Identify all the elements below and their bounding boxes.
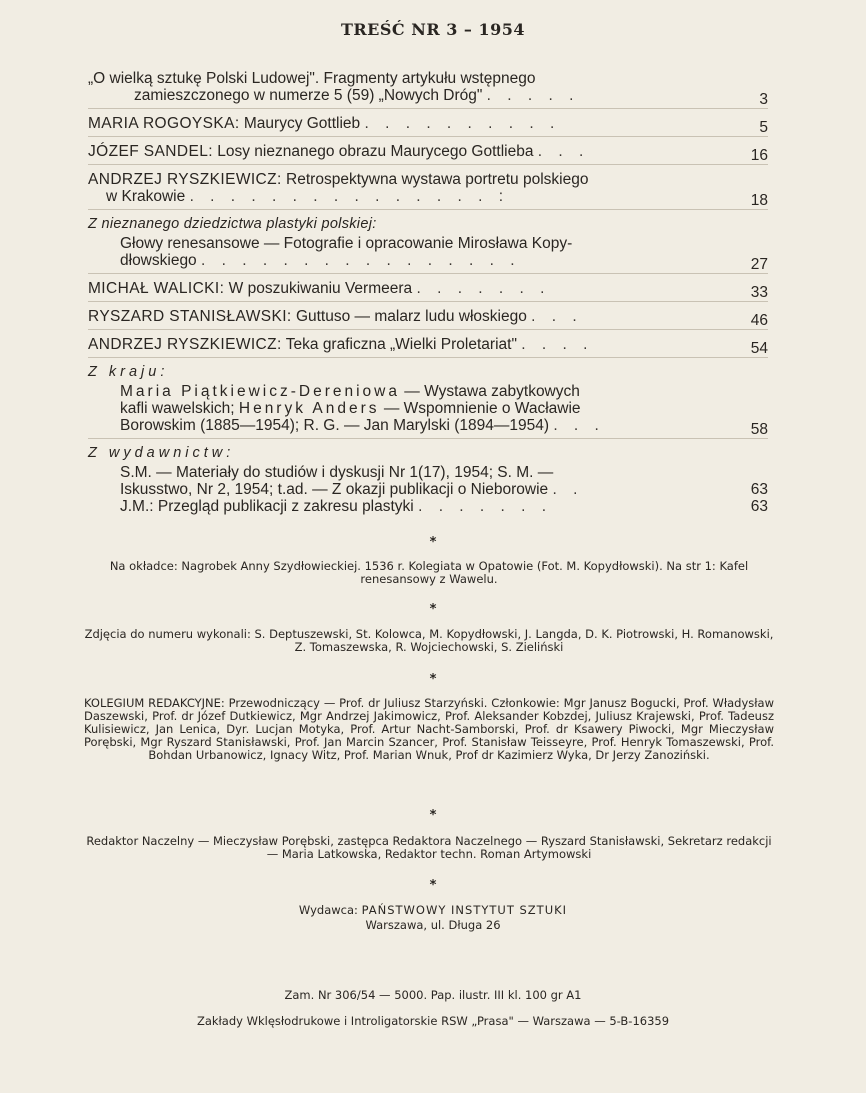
section-label: Z wydawnictw: [88,445,235,461]
page-number: 27 [750,256,768,273]
entry-text: — Wspomnienie o Wacławie [383,400,581,417]
entry-text: w Krakowie [106,188,186,205]
editors-note: Redaktor Naczelny — Mieczysław Porębski, zastępca Redaktora Naczelnego — Ryszard Stanisławski, Sekretarz redakcji — Maria Latkowska, Redaktor techn. Roman Artymowski [86,834,772,861]
leader-dots: . . [552,481,584,498]
separator-star: * [429,808,437,823]
toc-entry [88,308,768,330]
leader-dots: . . . [553,417,605,434]
toc-entry [88,280,768,302]
entry-author: ANDRZEJ RYSZKIEWICZ: [88,171,282,188]
entry-title: Maurycy Gottlieb [243,115,361,132]
entry-title: Teka graficzna „Wielki Proletariat" [285,336,517,353]
entry-text: — Wystawa zabytkowych [404,383,580,400]
publisher-name: PAŃSTWOWY INSTYTUT SZTUKI [361,903,568,917]
toc-entry [88,336,768,358]
toc-entry [88,445,768,515]
entry-author: Maria Piątkiewicz-Dereniowa [120,383,400,400]
entry-title: W poszukiwaniu Vermeera [228,280,413,297]
separator-star: * [429,535,437,550]
entry-text: S.M. — Materiały do studiów i dyskusji Nr 1(17), 1954; S. M. — [120,464,554,481]
entry-title: Losy nieznanego obrazu Maurycego Gottlieba [217,143,534,160]
separator-star: * [429,878,437,893]
entry-author: Henryk Anders [238,400,380,417]
toc-entry [88,216,768,274]
entry-author: JÓZEF SANDEL: [88,143,213,160]
page-number: 18 [750,192,768,209]
toc-entry [88,70,768,109]
page-number: 16 [750,147,768,164]
editorial-board: KOLEGIUM REDAKCYJNE: Przewodniczący — Prof. dr Juliusz Starzyński. Członkowie: Mgr Janusz Bogucki, Prof. Władysław Daszewski, Prof. dr Józef Dutkiewicz, Mgr Andrzej Jakimowicz, Prof. Aleksander Kobzdej, Juliusz Krajewski, Prof. Tadeusz Kulisiewicz, Jan Lenica, Dyr. Lucjan Motyka, Prof. Artur Nacht-Samborski, Prof. dr Ksawery Piwocki, Mgr Mieczysław Porębski, Mgr Ryszard Stanisławski, Prof. Jan Marcin Szancer, Prof. Stanisław Teisseyre, Prof. Henryk Tomaszewski, Prof. Bohdan Urbanowicz, Ignacy Witz, Prof. Marian Wnuk, Prof dr Kazimierz Wyka, Dr Jerzy Zanoziński. [84,696,774,762]
toc-entry [88,143,768,165]
leader-dots: . . . . . . . . . . [364,115,561,132]
entry-author: RYSZARD STANISŁAWSKI: [88,308,292,325]
entry-title: Retrospektywna wystawa portretu polskiego [286,171,589,188]
section-label: Z nieznanego dziedzictwa plastyki polskiej: [88,216,377,232]
page-number: 63 [750,498,768,515]
entry-text: dłowskiego [120,252,197,269]
entry-author: MARIA ROGOYSKA: [88,115,240,132]
page-number: 46 [750,312,768,329]
page-number: 63 [750,481,768,498]
entry-text: Borowskim (1885—1954); R. G. — Jan Marylski (1894—1954) [120,417,549,434]
leader-dots: . . . . . . . [416,280,551,297]
leader-dots: . . . . [521,336,594,353]
toc-entry [88,171,768,210]
toc-entry [88,364,768,439]
leader-dots: . . . . . [486,87,580,104]
page-number: 58 [750,421,768,438]
printer-imprint: Zakłady Wklęsłodrukowe i Introligatorskie RSW „Prasa" — Warszawa — 5-B-16359 [196,1014,670,1028]
photos-credit: Zdjęcia do numeru wykonali: S. Deptuszewski, St. Kolowca, M. Kopydłowski, J. Langda, D. K. Piotrowski, H. Romanowski, Z. Tomaszewska, R. Wojciechowski, S. Zieliński [84,627,774,654]
entry-text: Iskusstwo, Nr 2, 1954; t.ad. — Z okazji publikacji o Nieborowie [120,481,549,498]
leader-dots: . . . . . . . . . . . . . . . . [201,252,521,269]
leader-dots: . . . [537,143,590,160]
leader-dots: . . . [531,308,583,325]
entry-text: kafli wawelskich; [120,400,235,417]
print-order: Zam. Nr 306/54 — 5000. Pap. ilustr. III kl. 100 gr A1 [284,988,582,1002]
table-of-contents [88,70,768,521]
leader-dots: . . . . . . . [418,498,553,515]
separator-star: * [429,602,437,617]
page-number: 33 [750,284,768,301]
page-number: 3 [759,91,768,108]
leader-dots: . . . . . . . . . . . . . . . : [189,188,510,205]
entry-text: „O wielką sztukę Polski Ludowej". Fragmenty artykułu wstępnego [88,70,536,87]
entry-author: MICHAŁ WALICKI: [88,280,225,297]
section-label: Z kraju: [88,364,169,380]
entry-author: ANDRZEJ RYSZKIEWICZ: [88,336,282,353]
separator-star: * [429,672,437,687]
cover-note: Na okładce: Nagrobek Anny Szydłowieckiej. 1536 r. Kolegiata w Opatowie (Fot. M. Kopydłowski). Na str 1: Kafel renesansowy z Wawelu. [109,559,749,586]
publisher [0,903,866,917]
page-number: 5 [759,119,768,136]
toc-entry [88,115,768,137]
publisher-label: Wydawca: [298,903,358,917]
entry-text: zamieszczonego w numerze 5 (59) „Nowych Dróg" [134,87,483,104]
publisher-address: Warszawa, ul. Długa 26 [365,918,501,932]
entry-text: J.M.: Przegląd publikacji z zakresu plastyki [120,498,414,515]
page-title: TREŚĆ NR 3 – 1954 [340,20,526,39]
entry-title: Guttuso — malarz ludu włoskiego [295,308,527,325]
entry-text: Głowy renesansowe — Fotografie i opracowanie Mirosława Kopy- [120,235,573,252]
page-number: 54 [750,340,768,357]
